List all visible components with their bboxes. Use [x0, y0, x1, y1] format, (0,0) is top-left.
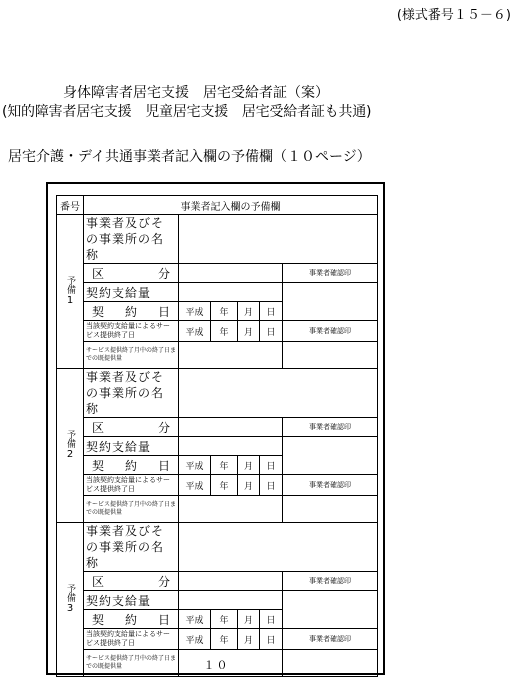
table-header-row — [57, 196, 378, 215]
table-row — [57, 437, 378, 456]
date-month: 月 — [238, 302, 260, 321]
page-number: １０ — [203, 659, 230, 672]
contract-amount-field[interactable] — [179, 591, 283, 610]
table-row — [57, 475, 378, 496]
provider-entry-table — [56, 195, 378, 677]
date-year: 年 — [211, 610, 238, 629]
date-era: 平成 — [179, 456, 211, 475]
provider-seal-label: 事業者確認印 — [283, 321, 378, 342]
date-day: 日 — [260, 321, 283, 342]
category-label: 区 分 — [84, 264, 179, 283]
date-month: 月 — [238, 629, 260, 650]
date-year: 年 — [211, 302, 238, 321]
category-field[interactable] — [179, 418, 283, 437]
spare-label: 予備 — [65, 583, 75, 602]
table-row — [57, 629, 378, 650]
form-number: (様式番号１５－６) — [396, 8, 511, 23]
date-era: 平成 — [179, 321, 211, 342]
contract-amount-field[interactable] — [179, 283, 283, 302]
provided-amount-label: サービス提供終了月中の終了日までの既提供量 — [84, 650, 179, 677]
table-row — [57, 591, 378, 610]
table-row — [57, 572, 378, 591]
provider-seal-label: 事業者確認印 — [283, 629, 378, 650]
provided-amount-field[interactable] — [179, 496, 283, 523]
category-field[interactable] — [179, 572, 283, 591]
spare-number-cell — [57, 523, 84, 677]
date-day: 日 — [260, 456, 283, 475]
date-era: 平成 — [179, 302, 211, 321]
table-row — [57, 283, 378, 302]
contract-date-label: 契 約 日 — [84, 302, 179, 321]
date-month: 月 — [238, 610, 260, 629]
provider-seal-label: 事業者確認印 — [283, 264, 378, 283]
provider-name-field[interactable] — [179, 215, 378, 264]
date-month: 月 — [238, 321, 260, 342]
date-month: 月 — [238, 475, 260, 496]
table-row — [57, 523, 378, 572]
date-day: 日 — [260, 475, 283, 496]
provided-amount-field[interactable] — [179, 342, 283, 369]
provider-seal-label: 事業者確認印 — [283, 572, 378, 591]
table-row — [57, 321, 378, 342]
date-era: 平成 — [179, 629, 211, 650]
category-label: 区 分 — [84, 572, 179, 591]
date-year: 年 — [211, 321, 238, 342]
date-year: 年 — [211, 475, 238, 496]
section-heading: 居宅介護・デイ共通事業者記入欄の予備欄（１０ページ） — [8, 149, 371, 165]
table-row — [57, 215, 378, 264]
document-title: 身体障害者居宅支援 居宅受給者証（案） — [63, 85, 329, 101]
end-date-label: 当該契約支給量によるサービス提供終了日 — [84, 629, 179, 650]
spare-number: 1 — [66, 294, 74, 306]
provided-amount-label: サービス提供終了月中の終了日までの既提供量 — [84, 496, 179, 523]
provider-seal-label: 事業者確認印 — [283, 418, 378, 437]
seal-field[interactable] — [283, 591, 378, 629]
spare-number: 3 — [66, 602, 74, 614]
document-subtitle: (知的障害者居宅支援 児童居宅支援 居宅受給者証も共通) — [2, 104, 372, 120]
provided-amount-label: サービス提供終了月中の終了日までの既提供量 — [84, 342, 179, 369]
date-era: 平成 — [179, 610, 211, 629]
date-day: 日 — [260, 610, 283, 629]
contract-amount-field[interactable] — [179, 437, 283, 456]
spare-number-cell — [57, 215, 84, 369]
spare-number: 2 — [66, 448, 74, 460]
seal-field[interactable] — [283, 283, 378, 321]
seal-field[interactable] — [283, 342, 378, 369]
table-row — [57, 342, 378, 369]
date-era: 平成 — [179, 475, 211, 496]
spare-number-cell — [57, 369, 84, 523]
spare-label: 予備 — [65, 275, 75, 294]
end-date-label: 当該契約支給量によるサービス提供終了日 — [84, 321, 179, 342]
provider-name-label: 事業者及びその事業所の名称 — [84, 523, 179, 572]
contract-amount-label: 契約支給量 — [84, 437, 179, 456]
provider-name-label: 事業者及びその事業所の名称 — [84, 369, 179, 418]
category-field[interactable] — [179, 264, 283, 283]
category-label: 区 分 — [84, 418, 179, 437]
date-year: 年 — [211, 629, 238, 650]
contract-date-label: 契 約 日 — [84, 456, 179, 475]
provider-name-field[interactable] — [179, 369, 378, 418]
end-date-label: 当該契約支給量によるサービス提供終了日 — [84, 475, 179, 496]
contract-amount-label: 契約支給量 — [84, 283, 179, 302]
table-row — [57, 264, 378, 283]
table-row — [57, 369, 378, 418]
provider-seal-label: 事業者確認印 — [283, 475, 378, 496]
date-day: 日 — [260, 302, 283, 321]
date-month: 月 — [238, 456, 260, 475]
contract-date-label: 契 約 日 — [84, 610, 179, 629]
date-year: 年 — [211, 456, 238, 475]
table-row — [57, 496, 378, 523]
seal-field[interactable] — [283, 437, 378, 475]
provider-name-label: 事業者及びその事業所の名称 — [84, 215, 179, 264]
date-day: 日 — [260, 629, 283, 650]
header-title: 事業者記入欄の予備欄 — [84, 196, 378, 215]
header-number: 番号 — [57, 196, 84, 215]
contract-amount-label: 契約支給量 — [84, 591, 179, 610]
provider-name-field[interactable] — [179, 523, 378, 572]
spare-label: 予備 — [65, 429, 75, 448]
seal-field[interactable] — [283, 496, 378, 523]
table-row — [57, 418, 378, 437]
